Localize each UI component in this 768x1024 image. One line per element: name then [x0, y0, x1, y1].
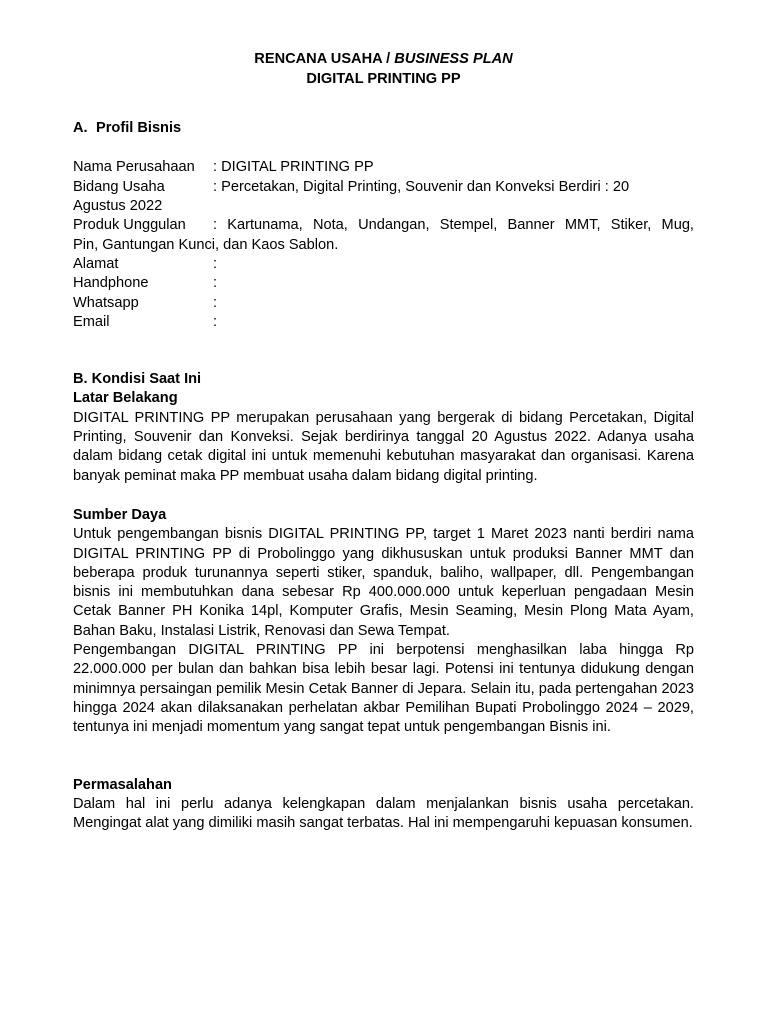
title-line-1: RENCANA USAHA / BUSINESS PLAN [254, 51, 513, 67]
document-title [73, 50, 694, 89]
profile-row-handphone: Handphone : [73, 275, 218, 292]
section-a-heading: A. Profil Bisnis [73, 120, 182, 137]
section-b-heading: B. Kondisi Saat Ini [73, 371, 202, 388]
latar-belakang-heading: Latar Belakang [73, 390, 178, 407]
profile-row-produk-cont: Pin, Gantungan Kunci, dan Kaos Sablon. [73, 236, 339, 253]
title-italic: BUSINESS PLAN [394, 51, 513, 67]
document-page [73, 50, 694, 833]
profile-row-bidang: Bidang Usaha : Percetakan, Digital Printing, Souvenir dan Konveksi Berdiri : 20 [73, 178, 630, 195]
title-line-2: DIGITAL PRINTING PP [306, 70, 461, 87]
latar-belakang-text: DIGITAL PRINTING PP merupakan perusahaan yang bergerak di bidang Percetakan, Digital Printing, Souvenir dan Konveksi. Sejak berdirinya tanggal 20 Agustus 2022. Adanya usaha dalam bidang cetak digital ini untuk memenuhi kebutuhan masyarakat dan organisasi. Karena banyak peminat maka PP membuat usaha dalam bidang digital printing. [73, 409, 694, 484]
permasalahan-text: Dalam hal ini perlu adanya kelengkapan dalam menjalankan bisnis usaha percetakan. Mengingat alat yang dimiliki masih sangat terbatas. Hal ini mempengaruhi kepuasan konsumen. [73, 795, 694, 832]
permasalahan-heading: Permasalahan [73, 776, 172, 793]
sumber-daya-heading: Sumber Daya [73, 506, 167, 523]
profile-row-email: Email : [73, 313, 218, 330]
sumber-daya-paragraph-1: Untuk pengembangan bisnis DIGITAL PRINTING PP, target 1 Maret 2023 nanti berdiri nama DIGITAL PRINTING PP di Probolinggo yang dikhususkan untuk produksi Banner MMT dan beberapa produk turunannya seperti stiker, spanduk, baliho, wallpaper, dll. Pengembangan bisnis ini membutuhkan dana sebesar Rp 400.000.000 untuk keperluan pengadaan Mesin Cetak Banner PH Konika 14pl, Komputer Grafis, Mesin Seaming, Mesin Plong Mata Ayam, Bahan Baku, Instalasi Listrik, Renovasi dan Sewa Tempat. [73, 526, 694, 639]
profile-row-nama: Nama Perusahaan : DIGITAL PRINTING PP [73, 159, 374, 176]
profile-row-produk: Produk Unggulan : Kartunama, Nota, Undangan, Stempel, Banner MMT, Stiker, Mug, [73, 217, 694, 234]
profile-row-bidang-cont: Agustus 2022 [73, 198, 163, 215]
profile-row-whatsapp: Whatsapp : [73, 294, 218, 311]
business-profile [73, 158, 694, 332]
profile-row-alamat: Alamat : [73, 255, 218, 272]
sumber-daya-paragraph-2: Pengembangan DIGITAL PRINTING PP ini berpotensi menghasilkan laba hingga Rp 22.000.000 per bulan dan bahkan bisa lebih besar lagi. Potensi ini tentunya didukung dengan minimnya persaingan pemilik Mesin Cetak Banner di Jepara. Selain itu, pada pertengahan 2023 hingga 2024 akan dilaksanakan perhelatan akbar Pemilihan Bupati Probolinggo 2024 – 2029, tentunya ini menjadi momentum yang sangat tepat untuk pengembangan Bisnis ini. [73, 642, 694, 736]
